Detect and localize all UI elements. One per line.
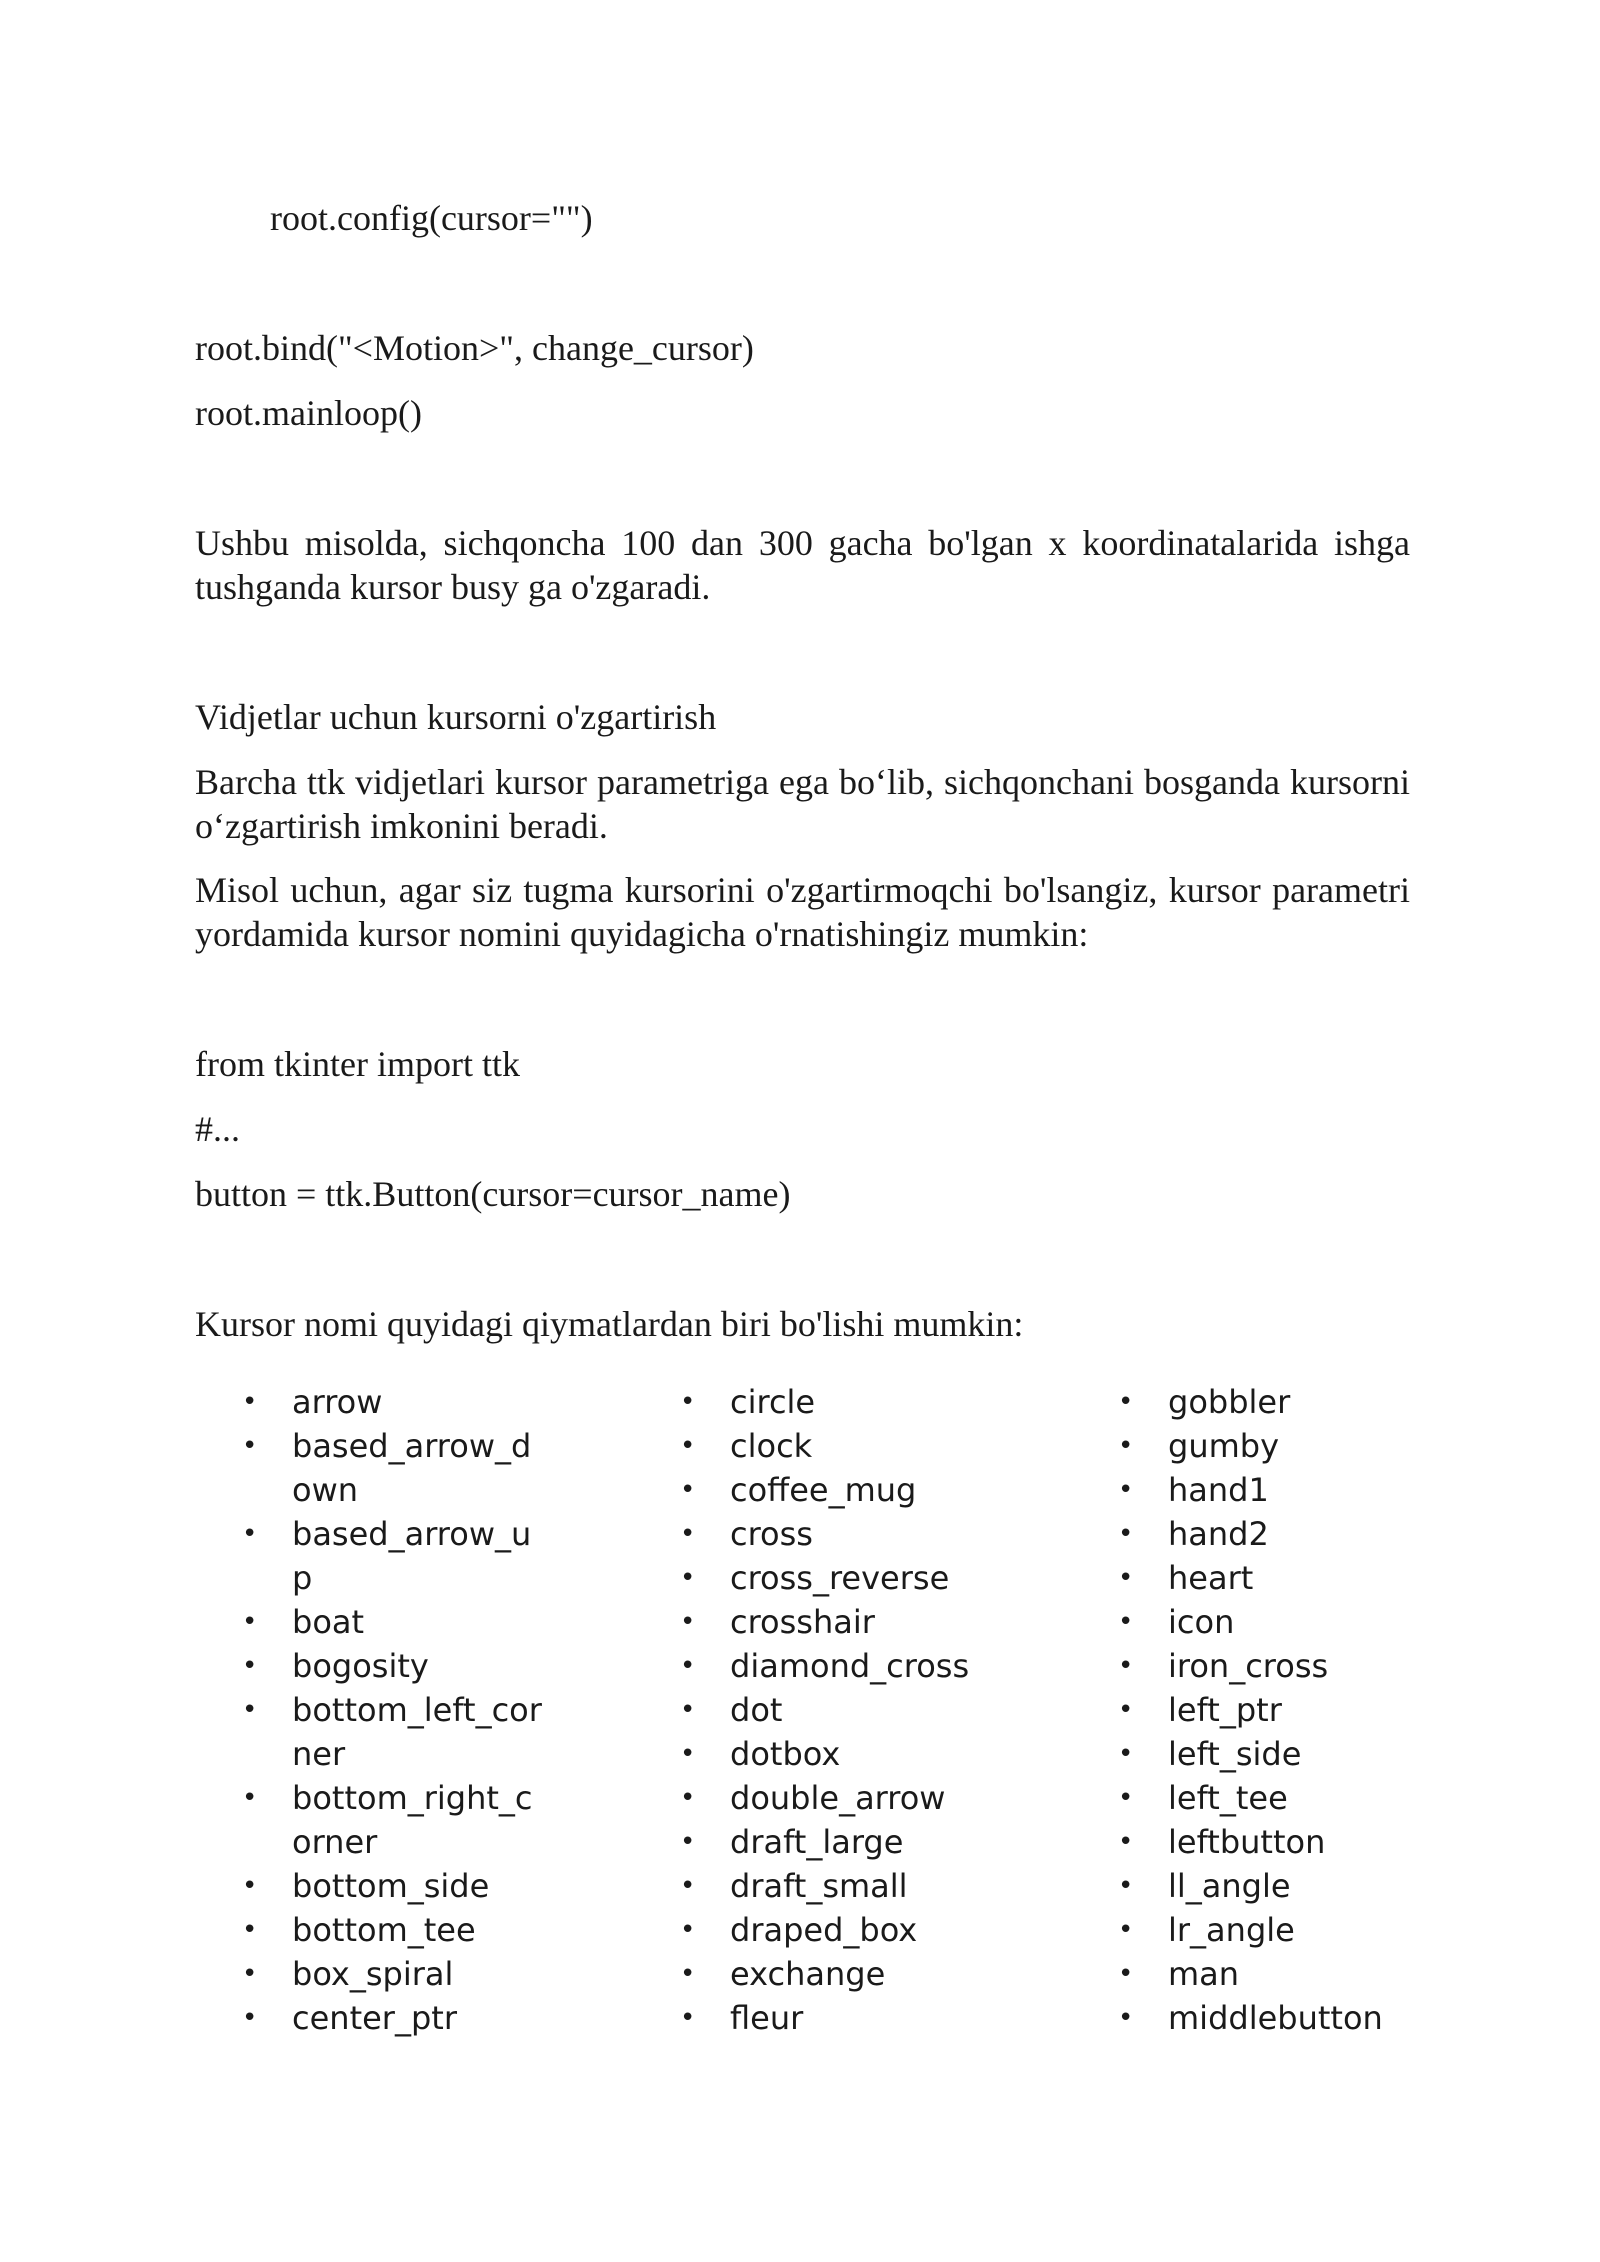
paragraph-cursor-names-intro: Kursor nomi quyidagi qiymatlardan biri bo'lishi mumkin: [195, 1304, 1024, 1344]
cursor-list-item [1118, 1424, 1498, 1468]
bullet-icon: • [1118, 1387, 1134, 1417]
cursor-list-item [1118, 1556, 1498, 1600]
cursor-list-item [1118, 1468, 1498, 1512]
cursor-list-item [680, 1908, 1060, 1952]
cursor-name-text: exchange [730, 1955, 886, 1993]
cursor-list-item [680, 1644, 1060, 1688]
bullet-icon: • [1118, 1475, 1134, 1505]
cursor-list-item [242, 1776, 542, 1864]
cursor-name-text: bottom_tee [292, 1911, 476, 1949]
cursor-name-text: diamond_cross [730, 1647, 970, 1685]
cursor-list-item [1118, 1380, 1498, 1424]
cursor-name-text: double_arrow [730, 1779, 946, 1817]
bullet-icon: • [1118, 1959, 1134, 1989]
cursor-list-item [680, 1996, 1060, 2040]
cursor-name-text: lr_angle [1168, 1911, 1295, 1949]
bullet-icon: • [1118, 2003, 1134, 2033]
cursor-name-text: center_ptr [292, 1999, 457, 2037]
cursor-list-item [242, 1688, 542, 1776]
bullet-icon: • [680, 1783, 696, 1813]
cursor-name-text: cross [730, 1515, 813, 1553]
bullet-icon: • [680, 1915, 696, 1945]
code-line-button: button = ttk.Button(cursor=cursor_name) [195, 1174, 791, 1214]
cursor-list-item [680, 1732, 1060, 1776]
cursor-name-text: dot [730, 1691, 783, 1729]
cursor-name-text: draft_large [730, 1823, 904, 1861]
cursor-name-text: clock [730, 1427, 813, 1465]
cursor-list-item [1118, 1820, 1498, 1864]
cursor-name-text: bottom_side [292, 1867, 490, 1905]
bullet-icon: • [242, 1651, 258, 1681]
cursor-name-text: draft_small [730, 1867, 908, 1905]
cursor-list-item [1118, 1776, 1498, 1820]
cursor-list-item [242, 1996, 542, 2040]
cursor-list-item [1118, 1512, 1498, 1556]
cursor-name-text: man [1168, 1955, 1240, 1993]
cursor-list-item [1118, 1952, 1498, 1996]
cursor-list-item [242, 1644, 542, 1688]
cursor-list-item [1118, 1688, 1498, 1732]
bullet-icon: • [242, 1783, 258, 1813]
bullet-icon: • [680, 1739, 696, 1769]
cursor-list-item [680, 1468, 1060, 1512]
bullet-icon: • [242, 1607, 258, 1637]
code-line-comment: #... [195, 1109, 240, 1149]
cursor-name-text: dotbox [730, 1735, 841, 1773]
bullet-icon: • [680, 1607, 696, 1637]
bullet-icon: • [680, 1519, 696, 1549]
bullet-icon: • [242, 1695, 258, 1725]
code-line-config: root.config(cursor="") [270, 198, 593, 238]
bullet-icon: • [680, 1695, 696, 1725]
paragraph-button-example: Misol uchun, agar siz tugma kursorini o'zgartirmoqchi bo'lsangiz, kursor parametri yordamida kursor nomini quyidagicha o'rnatishingiz mumkin: [195, 870, 1410, 954]
cursor-list-item [242, 1864, 542, 1908]
bullet-icon: • [1118, 1431, 1134, 1461]
cursor-name-text: based_arrow_down [292, 1427, 532, 1509]
cursor-list-item [680, 1688, 1060, 1732]
cursor-name-text: bottom_right_corner [292, 1779, 533, 1861]
cursor-name-text: circle [730, 1383, 816, 1421]
bullet-icon: • [1118, 1827, 1134, 1857]
bullet-icon: • [242, 1959, 258, 1989]
cursor-name-text: ll_angle [1168, 1867, 1291, 1905]
cursor-name-text: hand1 [1168, 1471, 1269, 1509]
cursor-name-text: fleur [730, 1999, 804, 2037]
cursor-name-text: gobbler [1168, 1383, 1291, 1421]
cursor-name-text: gumby [1168, 1427, 1280, 1465]
bullet-icon: • [242, 2003, 258, 2033]
cursor-list-item [680, 1512, 1060, 1556]
cursor-list-column-1 [242, 1380, 542, 2040]
cursor-name-text: bottom_left_corner [292, 1691, 542, 1773]
cursor-list-item [1118, 1600, 1498, 1644]
bullet-icon: • [1118, 1651, 1134, 1681]
cursor-list-item [242, 1424, 542, 1512]
bullet-icon: • [242, 1431, 258, 1461]
bullet-icon: • [680, 1387, 696, 1417]
bullet-icon: • [1118, 1739, 1134, 1769]
bullet-icon: • [242, 1519, 258, 1549]
bullet-icon: • [680, 1959, 696, 1989]
cursor-name-text: left_tee [1168, 1779, 1288, 1817]
cursor-list-item [680, 1556, 1060, 1600]
cursor-name-text: arrow [292, 1383, 383, 1421]
cursor-name-text: cross_reverse [730, 1559, 950, 1597]
cursor-name-text: bogosity [292, 1647, 429, 1685]
bullet-icon: • [680, 2003, 696, 2033]
cursor-list-item [1118, 1908, 1498, 1952]
cursor-name-text: left_side [1168, 1735, 1302, 1773]
cursor-list-item [680, 1776, 1060, 1820]
code-line-mainloop: root.mainloop() [195, 393, 422, 433]
bullet-icon: • [680, 1563, 696, 1593]
cursor-list-item [680, 1952, 1060, 1996]
cursor-list-item [680, 1380, 1060, 1424]
cursor-name-text: hand2 [1168, 1515, 1269, 1553]
cursor-name-text: middlebutton [1168, 1999, 1383, 2037]
cursor-name-text: crosshair [730, 1603, 875, 1641]
bullet-icon: • [680, 1475, 696, 1505]
cursor-list-item [680, 1600, 1060, 1644]
bullet-icon: • [680, 1827, 696, 1857]
cursor-list-item [242, 1600, 542, 1644]
cursor-list-item [242, 1380, 542, 1424]
bullet-icon: • [680, 1871, 696, 1901]
cursor-list-item [680, 1864, 1060, 1908]
bullet-icon: • [1118, 1915, 1134, 1945]
cursor-list-item [1118, 1864, 1498, 1908]
cursor-list-item [1118, 1644, 1498, 1688]
bullet-icon: • [680, 1651, 696, 1681]
cursor-name-text: iron_cross [1168, 1647, 1329, 1685]
paragraph-example-explanation: Ushbu misolda, sichqoncha 100 dan 300 gacha bo'lgan x koordinatalarida ishga tushganda kursor busy ga o'zgaradi. [195, 523, 1410, 607]
code-line-bind: root.bind("<Motion>", change_cursor) [195, 328, 754, 368]
cursor-list-item [242, 1952, 542, 1996]
cursor-name-text: based_arrow_up [292, 1515, 532, 1597]
bullet-icon: • [242, 1915, 258, 1945]
bullet-icon: • [1118, 1695, 1134, 1725]
bullet-icon: • [1118, 1871, 1134, 1901]
cursor-list-item [1118, 1732, 1498, 1776]
paragraph-ttk-widgets: Barcha ttk vidjetlari kursor parametriga ega bo‘lib, sichqonchani bosganda kursorni o‘zgartirish imkonini beradi. [195, 762, 1410, 846]
bullet-icon: • [242, 1387, 258, 1417]
cursor-name-text: box_spiral [292, 1955, 454, 1993]
bullet-icon: • [1118, 1607, 1134, 1637]
bullet-icon: • [242, 1871, 258, 1901]
bullet-icon: • [1118, 1563, 1134, 1593]
cursor-list-item [1118, 1996, 1498, 2040]
cursor-name-text: icon [1168, 1603, 1235, 1641]
cursor-name-text: leftbutton [1168, 1823, 1326, 1861]
cursor-name-text: draped_box [730, 1911, 918, 1949]
cursor-name-text: left_ptr [1168, 1691, 1282, 1729]
cursor-list-item [680, 1424, 1060, 1468]
bullet-icon: • [680, 1431, 696, 1461]
cursor-list-item [680, 1820, 1060, 1864]
cursor-list-item [242, 1908, 542, 1952]
bullet-icon: • [1118, 1783, 1134, 1813]
code-line-import: from tkinter import ttk [195, 1044, 520, 1084]
cursor-name-text: heart [1168, 1559, 1254, 1597]
cursor-name-text: coffee_mug [730, 1471, 917, 1509]
cursor-list-item [242, 1512, 542, 1600]
section-heading: Vidjetlar uchun kursorni o'zgartirish [195, 697, 717, 737]
bullet-icon: • [1118, 1519, 1134, 1549]
cursor-list-column-3 [1118, 1380, 1498, 2040]
cursor-list-column-2 [680, 1380, 1060, 2040]
cursor-name-text: boat [292, 1603, 365, 1641]
